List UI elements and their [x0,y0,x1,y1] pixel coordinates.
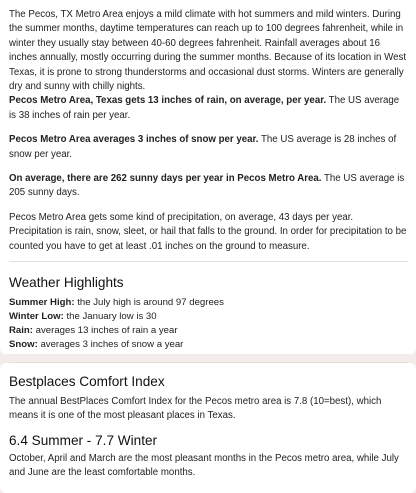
comfort-index-description: The annual BestPlaces Comfort Index for the Pecos metro area is 7.8 (10=best), which means it is one of the most pleasant places in Texas. [9,396,382,422]
highlight-label: Summer High: [9,297,75,309]
snow-fact [9,133,407,162]
weather-highlights-list [9,296,407,352]
weather-highlights-title: Weather Highlights [9,275,124,291]
highlight-text: the July high is around 97 degrees [74,297,224,309]
sun-fact [9,172,407,201]
sun-fact-rest: The US average is 205 sunny days. [9,173,405,199]
highlight-summer-high [9,296,407,310]
highlight-label: Rain: [9,324,33,336]
highlight-text: the January low is 30 [63,311,157,322]
highlight-rain [9,324,407,338]
sun-fact-bold: On average, there are 262 sunny days per year in Pecos Metro Area. [9,173,322,185]
highlight-label: Winter Low: [9,311,64,322]
snow-fact-bold: Pecos Metro Area averages 3 inches of snow per year. [9,134,259,146]
highlight-label: Snow: [9,338,38,350]
rain-fact-rest: The US average is 38 inches of rain per year. [9,95,400,121]
section-divider [9,261,408,262]
comfort-index-title: Bestplaces Comfort Index [9,374,165,389]
highlight-text: averages 3 inches of snow a year [37,338,184,350]
comfort-card [0,363,416,493]
precipitation-text: Pecos Metro Area gets some kind of precipitation, on average, 43 days per year. Precipitation is rain, snow, sleet, or hail that falls to the ground. In order for precipitation to be counted you have to get at least .01 inches on the ground to measure. [9,211,407,252]
seasonal-comfort-title: 6.4 Summer - 7.7 Winter [9,432,158,448]
highlight-winter-low [9,310,407,324]
snow-fact-rest: The US average is 28 inches of snow per year. [9,134,397,160]
rain-fact [9,94,407,123]
highlight-text: averages 13 inches of rain a year [32,324,178,336]
seasonal-comfort-description: October, April and March are the most pleasant months in the Pecos metro area, while July and June are the least comfortable months. [9,452,399,479]
highlight-snow [9,338,407,352]
rain-fact-bold: Pecos Metro Area, Texas gets 13 inches of rain, on average, per year. [9,95,327,107]
climate-intro: The Pecos, TX Metro Area enjoys a mild climate with hot summers and mild winters. During the summer months, daytime temperatures can reach up to 100 degrees fahrenheit, while in winter they usually stay between 40-60 degrees fahrenheit. Rainfall averages about 16 inches annually, mostly occurring during the summer months. Because of its location in West Texas, it is prone to strong thunderstorms and occasional dust storms. Winters are generally dry and sunny with chilly nights. [9,9,407,93]
